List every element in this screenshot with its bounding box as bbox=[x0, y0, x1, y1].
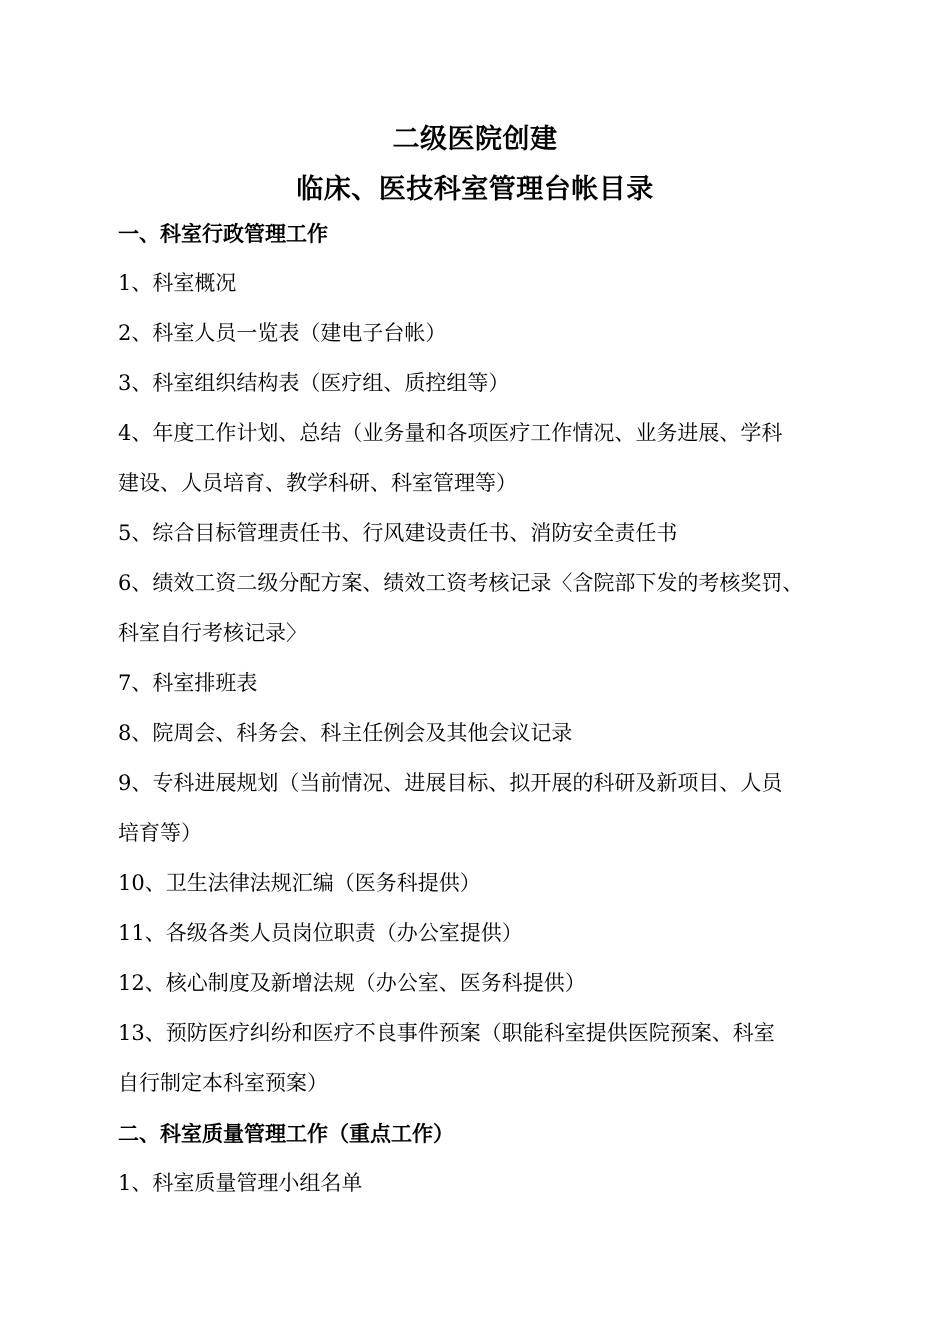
list-item-continuation: 培育等） bbox=[118, 821, 202, 845]
list-item: 3、科室组织结构表（医疗组、质控组等） bbox=[118, 371, 510, 395]
list-item: 4、年度工作计划、总结（业务量和各项医疗工作情况、业务进展、学科 bbox=[118, 421, 783, 445]
list-item: 6、绩效工资二级分配方案、绩效工资考核记录〈含院部下发的考核奖罚、 bbox=[118, 571, 804, 595]
document-title: 二级医院创建 bbox=[392, 124, 558, 155]
list-item: 5、综合目标管理责任书、行风建设责任书、消防安全责任书 bbox=[118, 521, 678, 545]
list-item: 12、核心制度及新增法规（办公室、医务科提供） bbox=[118, 971, 586, 995]
list-item-continuation: 自行制定本科室预案） bbox=[118, 1071, 328, 1095]
list-item: 9、专科进展规划（当前情况、进展目标、拟开展的科研及新项目、人员 bbox=[118, 771, 783, 795]
list-item: 10、卫生法律法规汇编（医务科提供） bbox=[118, 871, 481, 895]
list-item: 8、院周会、科务会、科主任例会及其他会议记录 bbox=[118, 721, 573, 745]
section-heading-administration: 一、科室行政管理工作 bbox=[118, 221, 328, 246]
list-item: 1、科室概况 bbox=[118, 271, 237, 295]
section-heading-quality: 二、科室质量管理工作（重点工作） bbox=[118, 1121, 454, 1146]
list-item-continuation: 建设、人员培育、教学科研、科室管理等） bbox=[118, 471, 517, 495]
list-item: 7、科室排班表 bbox=[118, 671, 258, 695]
list-item: 1、科室质量管理小组名单 bbox=[118, 1171, 363, 1195]
document-subtitle: 临床、医技科室管理台帐目录 bbox=[296, 174, 654, 205]
list-item: 11、各级各类人员岗位职责（办公室提供） bbox=[118, 921, 523, 945]
list-item-continuation: 科室自行考核记录〉 bbox=[118, 621, 307, 645]
list-item: 2、科室人员一览表（建电子台帐） bbox=[118, 321, 447, 345]
list-item: 13、预防医疗纠纷和医疗不良事件预案（职能科室提供医院预案、科室 bbox=[118, 1021, 775, 1045]
document-body bbox=[118, 217, 858, 1217]
